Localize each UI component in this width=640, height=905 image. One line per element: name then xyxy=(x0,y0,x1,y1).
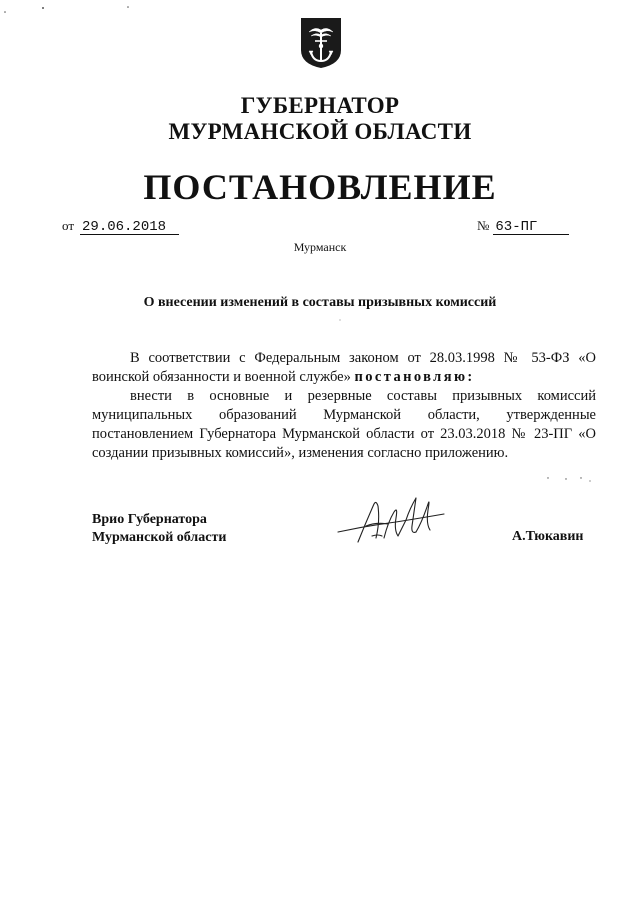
preamble-paragraph xyxy=(92,349,596,387)
handwritten-signature xyxy=(336,492,446,552)
document-subject: О внесении изменений в составы призывных комиссий xyxy=(143,295,497,310)
issuer-region: МУРМАНСКОЙ ОБЛАСТИ xyxy=(168,119,472,144)
number-row xyxy=(477,218,569,235)
document-type: ПОСТАНОВЛЕНИЕ xyxy=(143,167,497,207)
number-label: № xyxy=(477,218,490,233)
coat-of-arms-icon xyxy=(299,16,343,70)
city: Мурманск xyxy=(293,240,347,254)
issuer-title: ГУБЕРНАТОР xyxy=(240,93,400,118)
date-row xyxy=(62,218,179,235)
signatory-title-line1: Врио Губернатора xyxy=(92,512,207,527)
number-value: 63-ПГ xyxy=(493,220,569,235)
signatory-title-line2: Мурманской области xyxy=(92,530,227,545)
date-label: от xyxy=(62,218,75,233)
date-value: 29.06.2018 xyxy=(80,220,179,235)
signatory-name: А.Тюкавин xyxy=(512,529,584,544)
resolution-keyword: постановляю: xyxy=(354,369,475,385)
resolution-paragraph: внести в основные и резервные составы призывных комиссий муниципальных образований Мурманской области, утвержденные постановлением Губернатора Мурманской области от 23.03.2018 № 23-ПГ «О создании призывных комиссий», изменения согласно приложению. xyxy=(92,388,596,461)
signatory-title xyxy=(92,511,226,547)
preamble-text: В соответствии с Федеральным законом от 28.03.1998 № 53-ФЗ «О воинской обязанности и военной службе» xyxy=(92,350,596,385)
